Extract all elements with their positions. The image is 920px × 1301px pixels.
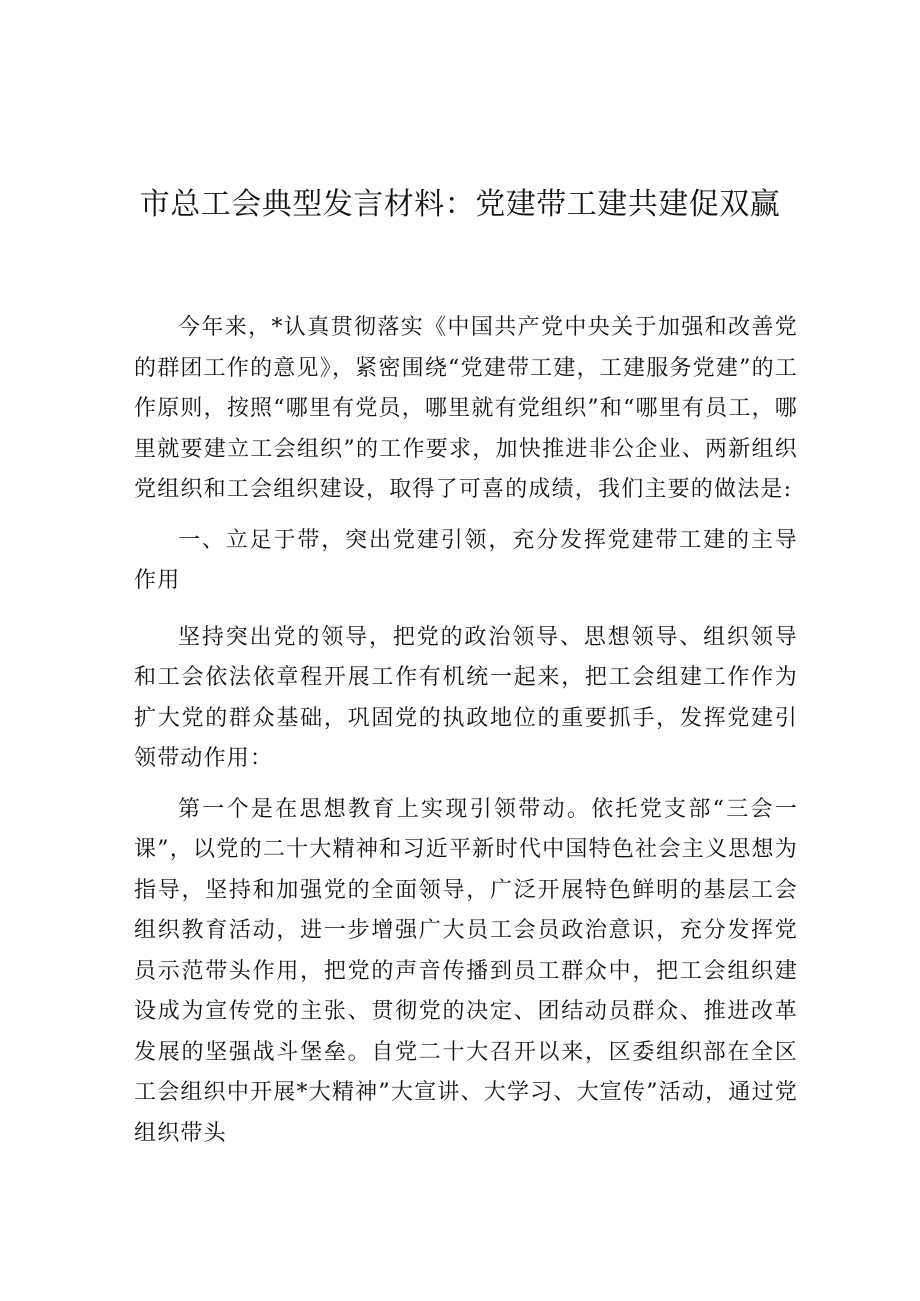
paragraph-ideological-education: 第一个是在思想教育上实现引领带动。依托党支部“三会一课”，以党的二十大精神和习近平新时代中国特色社会主义思想为指导，坚持和加强党的全面领导，广泛开展特色鲜明的基层工会组织教育活动，进一步增强广大员工会员政治意识，充分发挥党员示范带头作用，把党的声音传播到员工群众中，把工会组织建设成为宣传党的主张、贯彻党的决定、团结动员群众、推进改革发展的坚强战斗堡垒。自党二十大召开以来，区委组织部在全区工会组织中开展*大精神”大宣讲、大学习、大宣传”活动，通过党组织带头	[134, 796, 798, 1146]
paragraph-leadership: 坚持突出党的领导，把党的政治领导、思想领导、组织领导和工会依法依章程开展工作有机统一起来，把工会组建工作作为扩大党的群众基础，巩固党的执政地位的重要抓手，发挥党建引领带动作用：	[134, 624, 798, 771]
section-heading-1: 一、立足于带，突出党建引领，充分发挥党建带工建的主导作用	[134, 527, 798, 593]
document-title: 市总工会典型发言材料：党建带工建共建促双赢	[139, 187, 781, 222]
paragraph-intro: 今年来，*认真贯彻落实《中国共产党中央关于加强和改善党的群团工作的意见》，紧密围绕“党建带工建，工建服务党建”的工作原则，按照“哪里有党员，哪里就有党组织”和“哪里有员工，哪里就要建立工会组织”的工作要求，加快推进非公企业、两新组织党组织和工会组织建设，取得了可喜的成绩，我们主要的做法是:	[134, 315, 798, 502]
document-body	[134, 308, 798, 1154]
